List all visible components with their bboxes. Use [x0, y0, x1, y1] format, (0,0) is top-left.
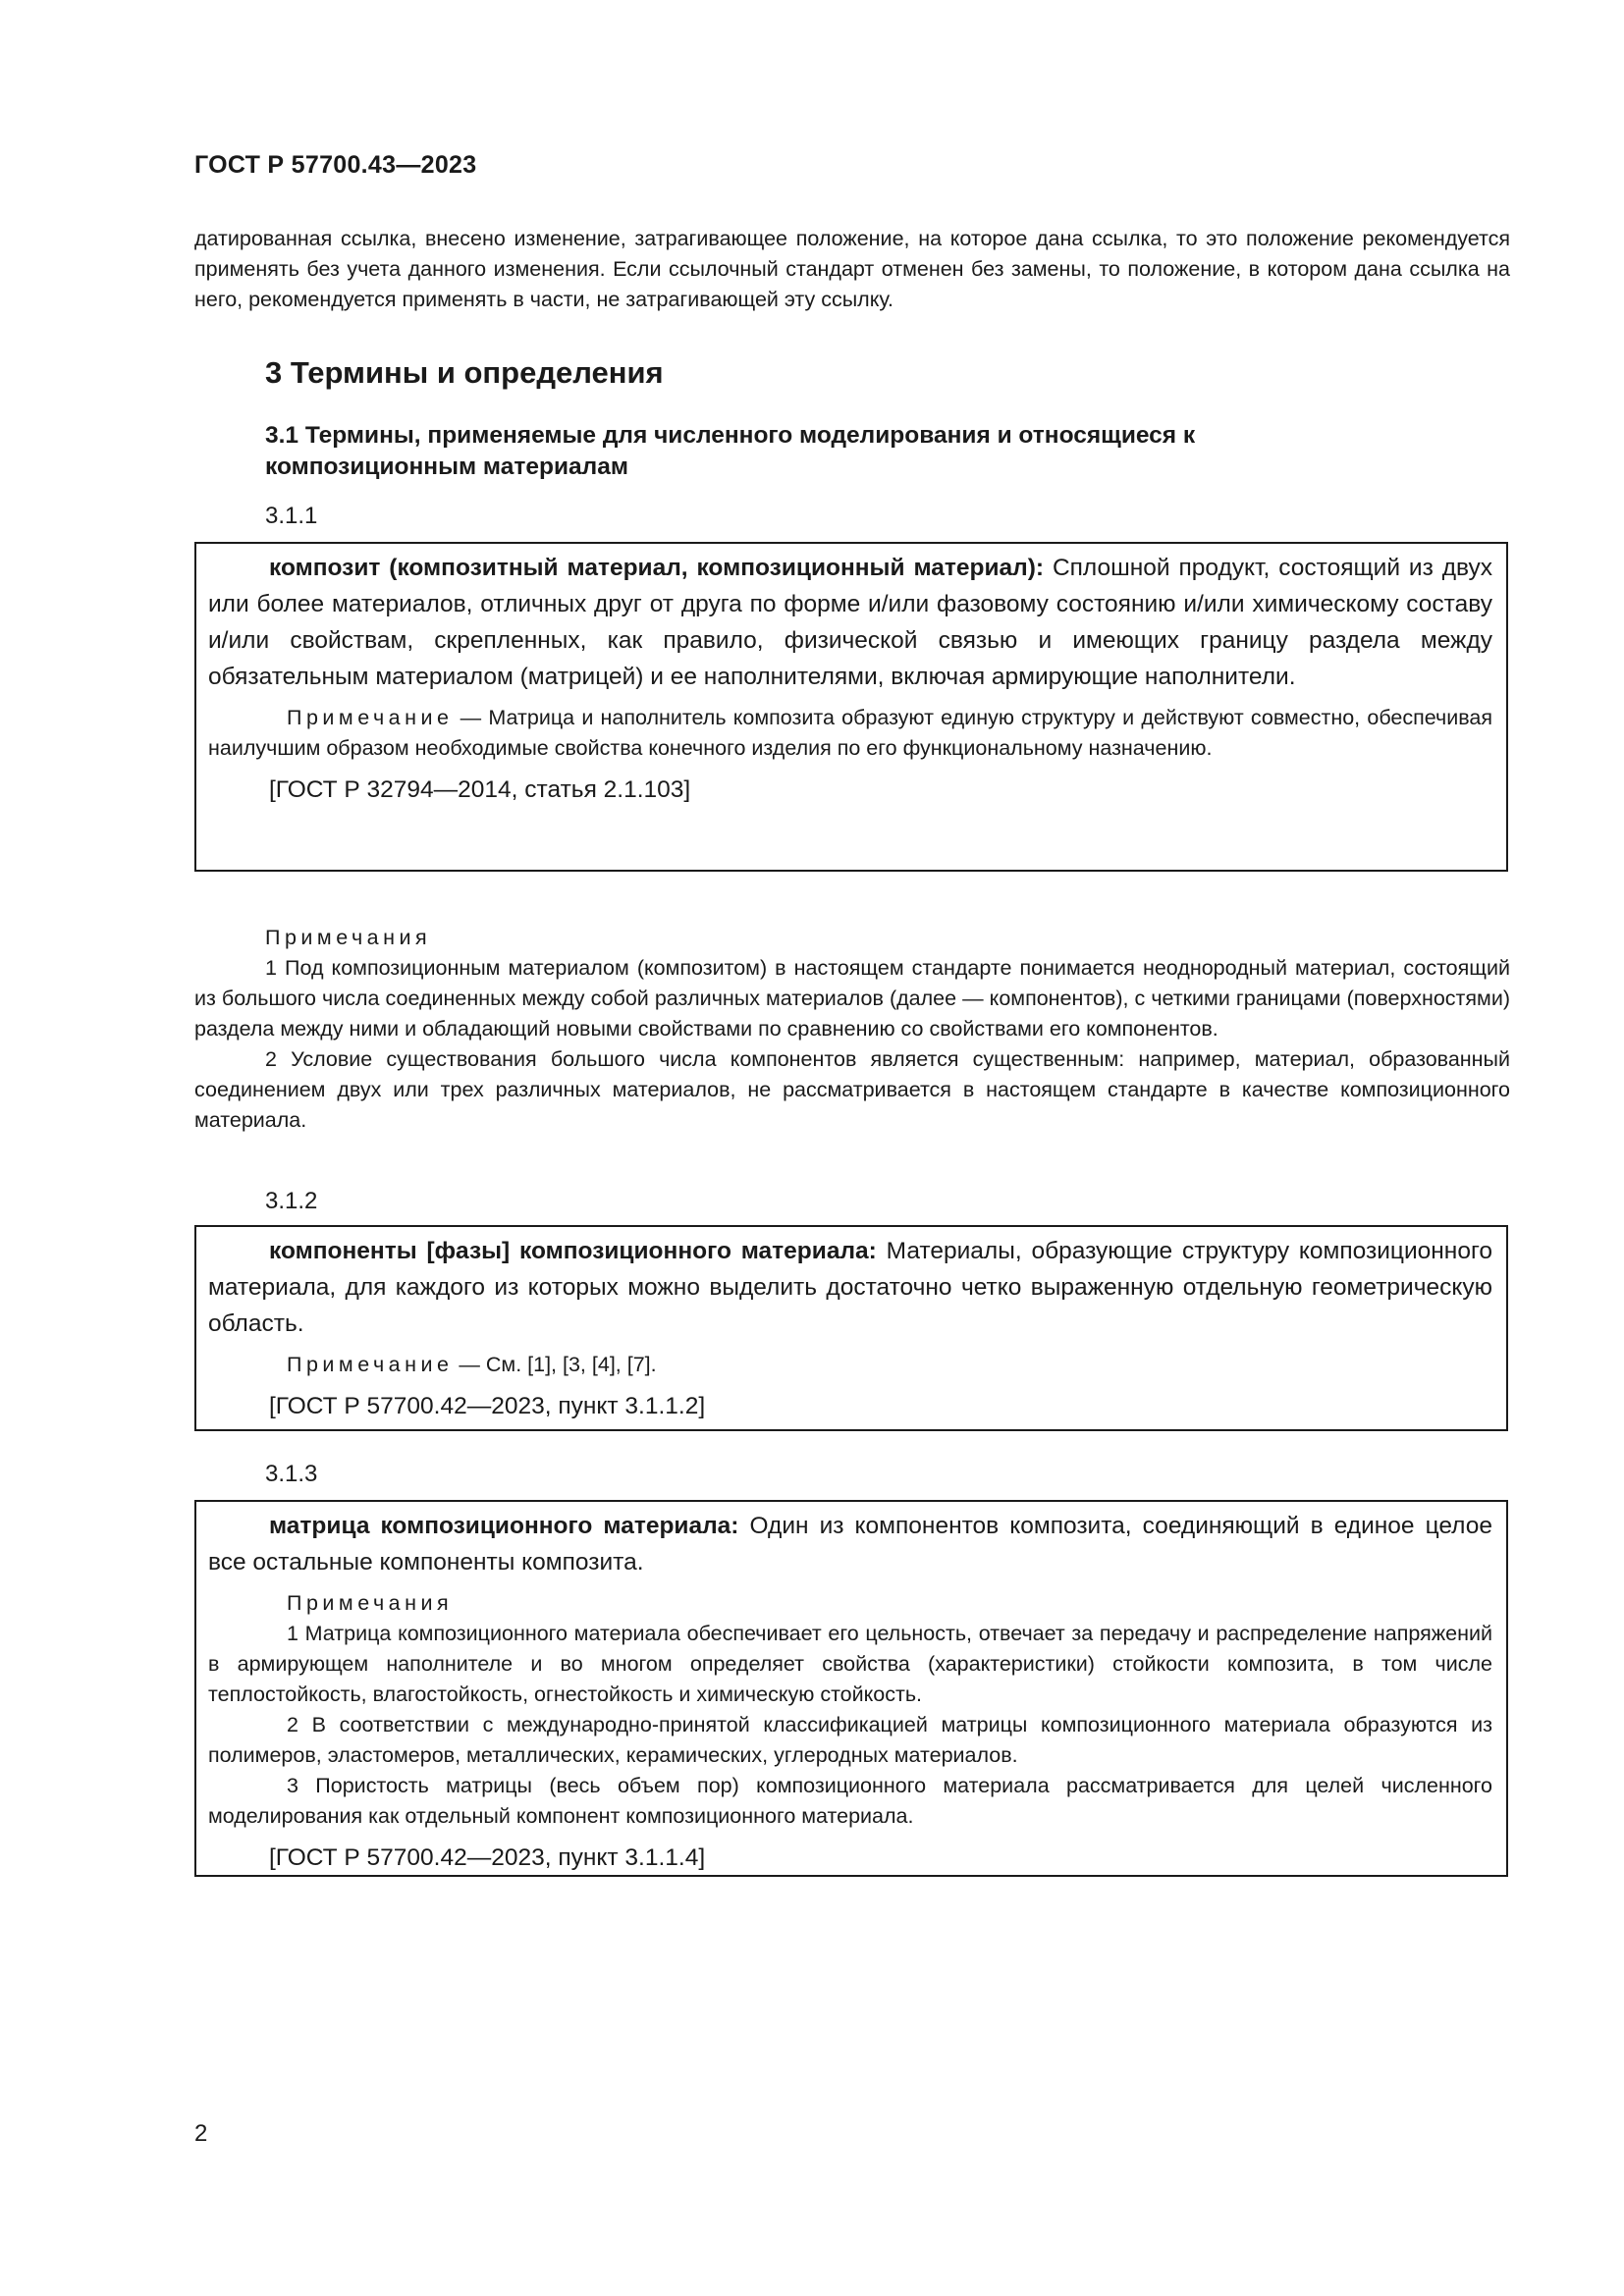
note-item: 2 В соответствии с международно-принятой классификацией матрицы композиционного материала образуются из полимеров, эластомеров, металлических, керамических, углеродных материалов. — [208, 1713, 1492, 1767]
term-definition — [208, 1233, 1492, 1342]
term-name: компоненты [фазы] композиционного материала: — [269, 1238, 877, 1264]
document-id-header: ГОСТ Р 57700.43—2023 — [194, 151, 477, 179]
section-title: 3 Термины и определения — [265, 355, 664, 390]
page-number: 2 — [194, 2120, 208, 2147]
term-definition — [208, 550, 1492, 695]
term-number: 3.1.3 — [265, 1461, 318, 1487]
subsection-title: 3.1 Термины, применяемые для численного моделирования и относящиеся к композиционным материалам — [265, 422, 1196, 480]
note-text: — Матрица и наполнитель композита образуют единую структуру и действуют совместно, обеспечивая наилучшим образом необходимые свойства конечного изделия по его функциональному назначению. — [208, 706, 1492, 760]
term-definition-text: Материалы, образующие структуру композиционного материала, для каждого из которых можно выделить достаточно четко выраженную отдельную геометрическую область. — [208, 1238, 1492, 1337]
term-name: матрица композиционного материала: — [269, 1513, 739, 1539]
intro-paragraph: датированная ссылка, внесено изменение, затрагивающее положение, на которое дана ссылка, то это положение рекомендуется применять без учета данного изменения. Если ссылочный стандарт отменен без замены, то положение, в котором дана ссылка на него, рекомендуется применять в части, не затрагивающей эту ссылку. — [194, 227, 1510, 311]
term-definition-text: Сплошной продукт, состоящий из двух или более материалов, отличных друг от друга по форме и/или фазовому состоянию и/или химическому составу и/или свойствам, скрепленных, как правило, физической связью и имеющих границу раздела между обязательным материалом (матрицей) и ее наполнителями, включая армирующие наполнители. — [208, 555, 1493, 690]
term-box-composite — [194, 542, 1508, 872]
note-label: Примечание — [287, 706, 454, 729]
note-item: 2 Условие существования большого числа компонентов является существенным: например, материал, образованный соединением двух или трех различных материалов, не рассматривается в настоящем стандарте в качестве композиционного материала. — [194, 1047, 1510, 1132]
note-text: — См. [1], [3, [4], [7]. — [453, 1353, 657, 1376]
note-item: 3 Пористость матрицы (весь объем пор) композиционного материала рассматривается для целей численного моделирования как отдельный компонент композиционного материала. — [208, 1774, 1492, 1828]
term-source: [ГОСТ Р 32794—2014, статья 2.1.103] — [269, 776, 691, 803]
note-label: Примечание — [287, 1353, 454, 1376]
term-number: 3.1.1 — [265, 503, 318, 529]
note-item: 1 Матрица композиционного материала обеспечивает его цельность, отвечает за передачу и распределение напряжений в армирующем наполнителе и во многом определяет свойства (характеристики) стойкости композита, в том числе теплостойкость, влагостойкость, огнестойкость и химическую стойкость. — [208, 1622, 1492, 1706]
term-source: [ГОСТ Р 57700.42—2023, пункт 3.1.1.4] — [269, 1844, 706, 1871]
term-name: композит (композитный материал, композиционный материал): — [269, 555, 1045, 581]
term-note — [208, 703, 1492, 764]
term-number: 3.1.2 — [265, 1188, 318, 1214]
note-item: 1 Под композиционным материалом (композитом) в настоящем стандарте понимается неоднородный материал, состоящий из большого числа соединенных между собой различных материалов (далее — компонентов), с четкими границами (поверхностями) раздела между ними и обладающий новыми свойствами по сравнению со свойствами его компонентов. — [194, 956, 1510, 1041]
notes-label: Примечания — [287, 1591, 454, 1615]
term-note — [208, 1350, 1492, 1380]
term-source: [ГОСТ Р 57700.42—2023, пункт 3.1.1.2] — [269, 1393, 706, 1419]
term-box-matrix — [194, 1500, 1508, 1877]
term-notes — [208, 1588, 1492, 1832]
term-box-components — [194, 1225, 1508, 1431]
term-definition — [208, 1508, 1492, 1580]
notes-label: Примечания — [265, 926, 432, 949]
term-definition-text: Один из компонентов композита, соединяющий в единое целое все остальные компоненты композита. — [208, 1513, 1492, 1575]
notes-block — [194, 923, 1510, 1136]
